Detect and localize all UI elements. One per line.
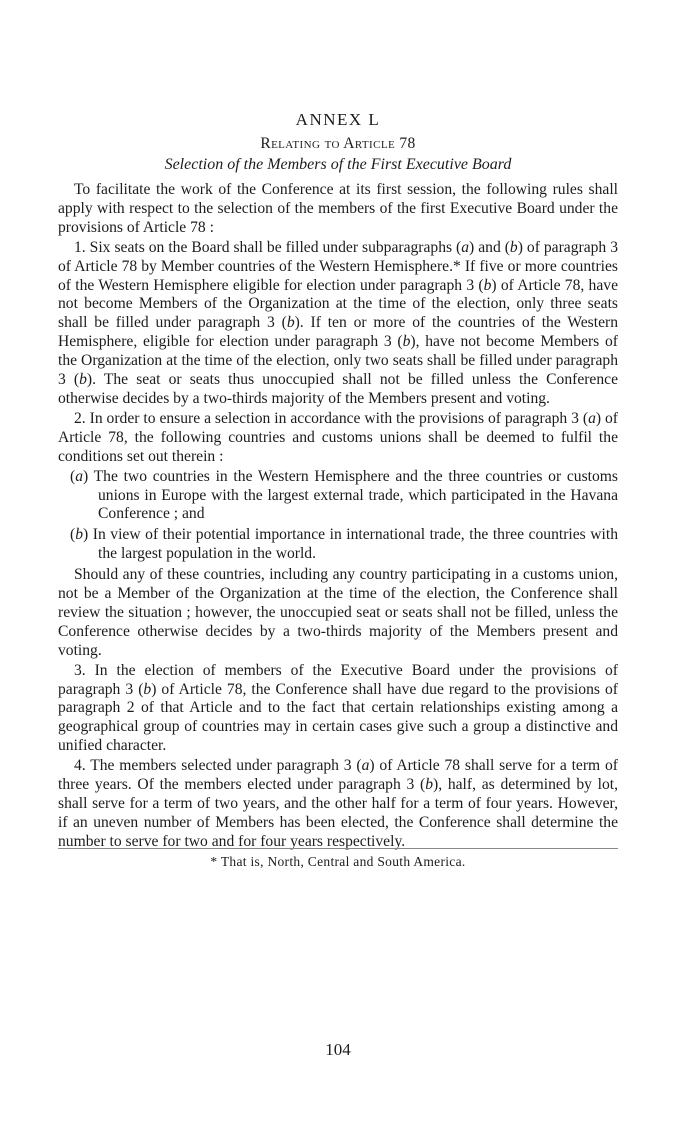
paragraph-2: 2. In order to ensure a selection in accordance with the provisions of paragraph 3 (a) of Article 78, the following countries and customs unions shall be deemed to fulfil the conditions set out therein :	[58, 409, 618, 465]
list-item-a: (a) The two countries in the Western Hemisphere and the three countries or customs unions in Europe with the largest external trade, which participated in the Havana Conference ; and	[70, 467, 618, 523]
annex-caption: Selection of the Members of the First Executive Board	[164, 156, 512, 173]
list-item-b: (b) In view of their potential importance in international trade, the three countries with the largest population in the world.	[70, 526, 618, 563]
paragraph-4: 4. The members selected under paragraph 3 (a) of Article 78 shall serve for a term of three years. Of the members elected under paragraph 3 (b), half, as determined by lot, shall serve for a term of two years, and the other half for a term of four years. However, if an uneven number of Members has been elected, the Conference shall determine the number to serve for two and for four years respectively.	[58, 757, 619, 850]
page-number: 104	[325, 1040, 351, 1059]
paragraph-2-continued: Should any of these countries, including any country participating in a customs union, not be a Member of the Organization at the time of the election, the Conference shall review the situation ; however, the unoccupied seat or seats shall not be filled, unless the Conference otherwise decides by a two-thirds majority of the Members present and voting.	[58, 566, 618, 659]
paragraph-1: 1. Six seats on the Board shall be filled under subparagraphs (a) and (b) of paragraph 3 of Article 78 by Member countries of the Western Hemisphere.* If five or more countries of the Western Hemisphere eligible for election under paragraph 3 (b) of Article 78, have not become Members of the Organization at the time of the election, only three seats shall be filled under paragraph 3 (b). If ten or more of the countries of the Western Hemisphere, eligible for election under paragraph 3 (b), have not become Members of the Organization at the time of the election, only two seats shall be filled under paragraph 3 (b). The seat or seats thus unoccupied shall not be filled unless the Conference otherwise decides by a two-thirds majority of the Members present and voting.	[58, 238, 618, 407]
annex-body	[58, 181, 618, 853]
annex-title: ANNEX L	[295, 110, 381, 129]
annex-subtitle: Relating to Article 78	[260, 135, 416, 152]
paragraph-3: 3. In the election of members of the Executive Board under the provisions of paragraph 3 (b) of Article 78, the Conference shall have due regard to the provisions of paragraph 2 of that Article and to the fact that certain relationships existing among a geographical group of countries may in certain cases give such a group a distinctive and unified character.	[58, 661, 618, 755]
document-page	[58, 0, 618, 1144]
footnote: * That is, North, Central and South America.	[210, 854, 466, 869]
footnote-divider	[58, 848, 618, 849]
intro-paragraph: To facilitate the work of the Conference at its first session, the following rules shall apply with respect to the selection of the members of the first Executive Board under the provisions of Article 78 :	[58, 181, 618, 236]
